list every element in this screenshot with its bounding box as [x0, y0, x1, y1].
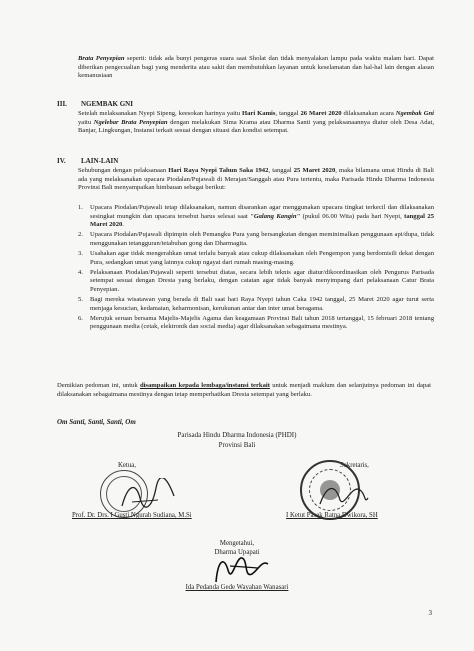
- closing-paragraph: [57, 382, 431, 399]
- s4-text-2: , tanggal: [268, 167, 294, 174]
- org-name: Parisada Hindu Dharma Indonesia (PHDI): [177, 431, 297, 439]
- list-number: 2.: [78, 231, 83, 239]
- center-signer-name: Ida Pedanda Gede Wayahan Wanasari: [185, 584, 289, 591]
- intro-text: seperti: tidak ada bunyi pengeras suara saat Sholat dan tidak menyalakan lampu pada waktu malam hari. Dapat diberikan pengecualian bagi yang menderita atau sakit dan membutuhkan layanan untuk keselamatan dan hal-hal lain dengan alasan kemanusiaan: [78, 55, 435, 80]
- list-item: [78, 250, 434, 267]
- section-4-heading: [57, 157, 118, 165]
- list-text: Usahakan agar tidak mengerahkan umat terlalu banyak atau cukup dilaksanakan oleh Pengempon yang berdomisili dekat dengan Pura, sedangkan umat yang lainnya cukup ngayat dari rumah masing-masing.: [90, 249, 434, 266]
- section-3-paragraph: [0, 110, 474, 136]
- list-number: 6.: [78, 314, 83, 322]
- list-text: Bagi mereka wisatawan yang berada di Bali saat hari Raya Nyepi tahun Caka 1942 tanggal, 25 Maret 2020 agar turut serta menjaga kesucian, kedamaian, keharmonisan, kerukunan antar dan inter umat beragama.: [90, 295, 434, 312]
- acknowledged-role: Dharma Upapati: [214, 549, 260, 556]
- greeting: Om Santi, Santi, Santi, Om: [57, 418, 136, 426]
- section-3-heading: [57, 100, 133, 108]
- s3-event-2: Ngelebar Brata Penyepian: [93, 118, 168, 126]
- page-number: 3: [428, 609, 432, 617]
- s4-date: 25 Maret 2020: [293, 167, 336, 174]
- list-emphasis: "Galang Kangin": [250, 212, 301, 220]
- s3-text-4: yaitu: [78, 118, 94, 126]
- closing-emphasis: disampaikan kepada lembaga/instansi terkait: [139, 382, 270, 389]
- section-3-number: III.: [57, 100, 67, 108]
- list-item: [78, 315, 434, 332]
- right-signature-icon: [316, 478, 372, 512]
- s3-text-5: dengan melakukan Sima Krama atau Dharma Santi yang pelaksanaannya diatur oleh Desa Adat, Banjar, Lingkungan, Instansi terkait sesuai dengan situasi dan kondisi setempat.: [78, 118, 434, 135]
- list-text: Merujuk seruan bersama Majelis-Majelis Agama dan keagamaan Provinsi Bali tahun 2018 tertanggal, 15 februari 2018 tentang penggunaan media (cetak, elektronik dan social media) agar dilaksanakan sebagaimana mestinya.: [90, 314, 434, 331]
- s3-text-2: , tanggal: [275, 110, 301, 117]
- s3-text-1: Setelah melaksanakan Nyepi Sipeng, keesokan harinya yaitu: [78, 110, 242, 117]
- acknowledged-label: Mengetahui,: [219, 540, 255, 547]
- org-province: Provinsi Bali: [218, 440, 256, 449]
- list-item: [78, 269, 434, 295]
- right-signer-name: I Ketut Pasek Ratna Dwikora, SH: [286, 512, 378, 519]
- closing-text-2: untuk menjadi maklum dan selanjutnya pedoman ini dapat dilaksanakan sebagaimana mestinya dengan tetap memperhatikan Dresta setempat yang berlaku.: [57, 382, 431, 398]
- list-text-3: .: [122, 221, 124, 229]
- list-number: 4.: [78, 268, 83, 276]
- list-text: Pelaksanaan Piodalan/Pujawali seperti tersebut diatas, secara lebih teknis agar diatur/dikoordinasikan oleh Pengurus Parisada setempat sesuai dengan Dresta yang berlaku, dengan catatan agar tidak banyak menyimpang dari pelaksanaan Catur Brata Penyepian.: [90, 268, 434, 293]
- left-signer-role: Ketua,: [118, 462, 136, 469]
- list-number: 3.: [78, 249, 83, 257]
- s3-date: 26 Maret 2020: [300, 110, 342, 117]
- s3-event: Ngembak Gni: [395, 110, 434, 117]
- left-signature-icon: [118, 478, 178, 512]
- list-text-2: (pukul 06.00 Wita) pada hari Nyepi,: [300, 212, 405, 220]
- list-item: [78, 204, 434, 230]
- s4-text-1: Sehubungan dengan pelaksanaan: [78, 167, 169, 174]
- intro-paragraph: [0, 55, 474, 81]
- left-signer-name: Prof. Dr. Drs. I Gusti Ngurah Sudiana, M.Si: [72, 512, 192, 519]
- s3-text-3: dilaksanakan acara: [341, 110, 396, 117]
- list-bold: tanggal 25 Maret 2020: [90, 212, 434, 229]
- s3-day: Hari Kamis: [242, 110, 276, 117]
- section-4-number: IV.: [57, 157, 66, 165]
- list-text: Upacara Piodalan/Pujawali dipimpin oleh Pemangku Pura yang bersangkutan dengan meminimalkan penggunaan api/dupa, tidak menggunakan tetangguran/tetabuhan gong dan Dharmagita.: [90, 231, 434, 247]
- section-4-title: LAIN-LAIN: [81, 157, 119, 165]
- organization: [0, 431, 474, 450]
- list-number: 1.: [78, 204, 83, 211]
- list-item: [78, 296, 434, 313]
- closing-text-1: Demikian pedoman ini, untuk: [57, 382, 140, 389]
- s4-text-3: , maka bilamana umat Hindu di Bali ada yang melaksanakan upacara Piodalan/Pujawali di Merajan/Sanggah atau Pura tertentu, maka Parisada Hindu Dharma Indonesia Provinsi Bali menyampaikan himbauan sebagai berikut:: [78, 167, 434, 192]
- right-signer-role: Sekretaris,: [340, 462, 369, 469]
- list-number: 5.: [78, 295, 83, 303]
- center-signature-icon: [210, 552, 272, 588]
- section-3-title: NGEMBAK GNI: [81, 100, 133, 108]
- list-text: Upacara Piodalan/Pujawali tetap dilaksanakan, namun disarankan agar menggunakan upacara tingkat terkecil dan dilaksanakan sesingkat mungkin dan upacara tersebut harus selesai saat: [90, 204, 434, 220]
- s4-event: Hari Raya Nyepi Tahun Saka 1942: [168, 167, 269, 174]
- list-item: [78, 231, 434, 248]
- intro-lead: Brata Penyepian: [78, 55, 125, 62]
- section-4-paragraph: [0, 167, 474, 193]
- section-4-list: [0, 204, 474, 333]
